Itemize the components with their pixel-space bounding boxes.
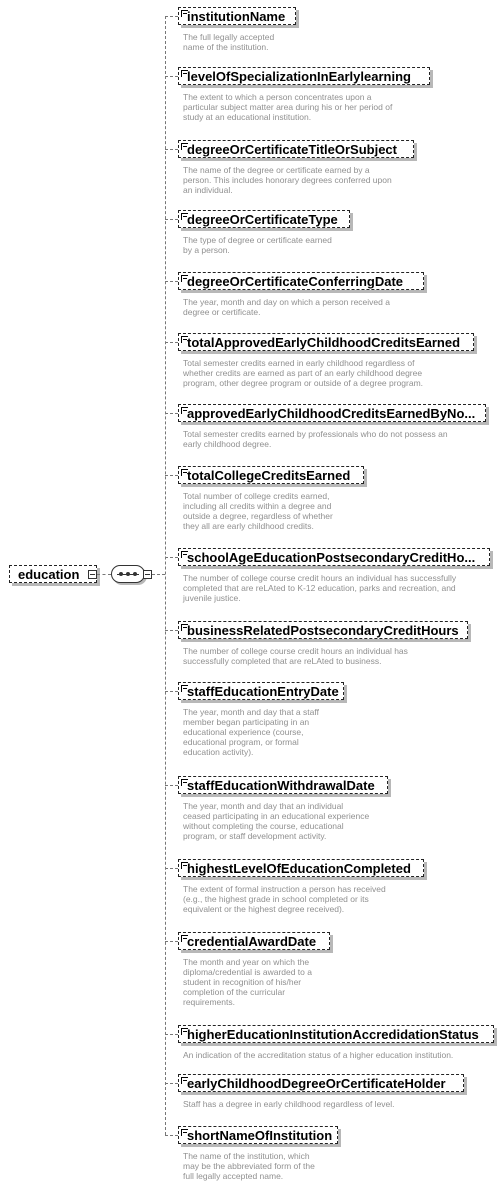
element-box[interactable] <box>178 333 474 351</box>
element-type-icon <box>181 862 188 869</box>
element-connector-line <box>165 785 178 786</box>
element-description: The number of college course credit hours an individual has successfully completed that are reLAted to K-12 education, parks and recreation, and juvenile justice. <box>183 573 457 603</box>
element-connector-line <box>165 868 178 869</box>
element-description: The full legally accepted name of the institution. <box>183 32 275 52</box>
element-type-icon <box>181 275 188 282</box>
element-connector-line <box>165 76 178 77</box>
element-connector-line <box>165 1034 178 1035</box>
element-box[interactable] <box>178 682 344 700</box>
element-box[interactable] <box>178 1126 338 1144</box>
element-type-icon <box>181 624 188 631</box>
element-description: Total number of college credits earned, including all credits within a degree and outside a degree, regardless of whether they all are early childhood credits. <box>183 491 333 531</box>
element-connector-line <box>165 281 178 282</box>
element-description: The year, month and day on which a person received a degree or certificate. <box>183 297 390 317</box>
element-type-icon <box>181 779 188 786</box>
element-connector-line <box>165 557 178 558</box>
element-box[interactable] <box>178 548 490 566</box>
element-name: highestLevelOfEducationCompleted <box>187 861 411 876</box>
element-name: schoolAgeEducationPostsecondaryCreditHo... <box>187 550 476 565</box>
element-description: The month and year on which the diploma/credential is awarded to a student in recognition of his/her completion of the curricular requirements. <box>183 957 312 1007</box>
element-type-icon <box>181 407 188 414</box>
element-description: The name of the institution, which may be the abbreviated form of the full legally accepted name. <box>183 1151 315 1181</box>
element-description: Total semester credits earned in early childhood regardless of whether credits are earned as part of an early childhood degree program, other degree program or outside of a degree program. <box>183 358 424 388</box>
element-name: totalApprovedEarlyChildhoodCreditsEarned <box>187 335 461 350</box>
element-connector-line <box>165 219 178 220</box>
element-box[interactable] <box>178 466 364 484</box>
element-connector-line <box>165 1135 178 1136</box>
element-type-icon <box>181 336 188 343</box>
sequence-connector-line <box>152 574 165 575</box>
element-connector-line <box>165 16 178 17</box>
element-name: shortNameOfInstitution <box>187 1128 333 1143</box>
element-name: higherEducationInstitutionAccredidationStatus <box>187 1027 479 1042</box>
element-type-icon <box>181 551 188 558</box>
root-element-education[interactable] <box>9 565 97 583</box>
root-element-label: education <box>18 567 80 582</box>
element-name: earlyChildhoodDegreeOrCertificateHolder <box>187 1076 446 1091</box>
element-description: The extent of formal instruction a person has received (e.g., the highest grade in school completed or its equivalent or the highest degree received). <box>183 884 386 914</box>
element-box[interactable] <box>178 776 388 794</box>
element-connector-line <box>165 630 178 631</box>
element-type-icon <box>181 213 188 220</box>
element-description: Staff has a degree in early childhood regardless of level. <box>183 1099 395 1109</box>
element-name: businessRelatedPostsecondaryCreditHours <box>187 623 459 638</box>
element-type-icon <box>181 143 188 150</box>
element-connector-line <box>165 941 178 942</box>
element-connector-line <box>165 342 178 343</box>
element-connector-line <box>165 1083 178 1084</box>
element-connector-line <box>165 691 178 692</box>
root-collapse-toggle[interactable] <box>88 570 97 579</box>
element-type-icon <box>181 1129 188 1136</box>
element-name: staffEducationWithdrawalDate <box>187 778 375 793</box>
element-type-icon <box>181 70 188 77</box>
element-box[interactable] <box>178 67 430 85</box>
element-type-icon <box>181 1028 188 1035</box>
element-box[interactable] <box>178 7 296 25</box>
element-description: Total semester credits earned by professionals who do not possess an early childhood degree. <box>183 429 448 449</box>
element-name: totalCollegeCreditsEarned <box>187 468 351 483</box>
element-type-icon <box>181 685 188 692</box>
element-connector-line <box>165 413 178 414</box>
element-name: staffEducationEntryDate <box>187 684 339 699</box>
element-description: The extent to which a person concentrates upon a particular subject matter area during his or her period of study at an educational institution. <box>183 92 393 122</box>
element-description: The year, month and day that a staff member began participating in an educational experience (course, educational program, or formal education activity). <box>183 707 319 757</box>
element-connector-line <box>165 149 178 150</box>
element-box[interactable] <box>178 621 468 639</box>
element-description: The number of college course credit hours an individual has successfully completed that are reLAted to business. <box>183 646 408 666</box>
sequence-collapse-toggle[interactable] <box>143 570 152 579</box>
element-name: degreeOrCertificateType <box>187 212 338 227</box>
sequence-compositor-icon[interactable] <box>111 565 145 583</box>
element-name: institutionName <box>187 9 286 24</box>
element-name: levelOfSpecializationInEarlylearning <box>187 69 411 84</box>
element-name: approvedEarlyChildhoodCreditsEarnedByNo... <box>187 406 476 421</box>
element-name: credentialAwardDate <box>187 934 317 949</box>
root-connector-line <box>97 574 111 575</box>
element-box[interactable] <box>178 140 414 158</box>
element-name: degreeOrCertificateTitleOrSubject <box>187 142 397 157</box>
element-box[interactable] <box>178 210 350 228</box>
element-type-icon <box>181 469 188 476</box>
element-description: The type of degree or certificate earned by a person. <box>183 235 332 255</box>
element-box[interactable] <box>178 272 424 290</box>
element-type-icon <box>181 1077 188 1084</box>
element-description: The name of the degree or certificate earned by a person. This includes honorary degrees conferred upon an individual. <box>183 165 392 195</box>
element-box[interactable] <box>178 404 486 422</box>
element-box[interactable] <box>178 859 424 877</box>
sequence-trunk-line <box>165 16 166 1135</box>
element-description: The year, month and day that an individual ceased participating in an educational experience without completing the course, educational program, or staff development activity. <box>183 801 370 841</box>
element-box[interactable] <box>178 1025 494 1043</box>
element-name: degreeOrCertificateConferringDate <box>187 274 403 289</box>
element-connector-line <box>165 475 178 476</box>
element-description: An indication of the accreditation status of a higher education institution. <box>183 1050 454 1060</box>
element-type-icon <box>181 10 188 17</box>
element-box[interactable] <box>178 1074 464 1092</box>
element-box[interactable] <box>178 932 330 950</box>
element-type-icon <box>181 935 188 942</box>
